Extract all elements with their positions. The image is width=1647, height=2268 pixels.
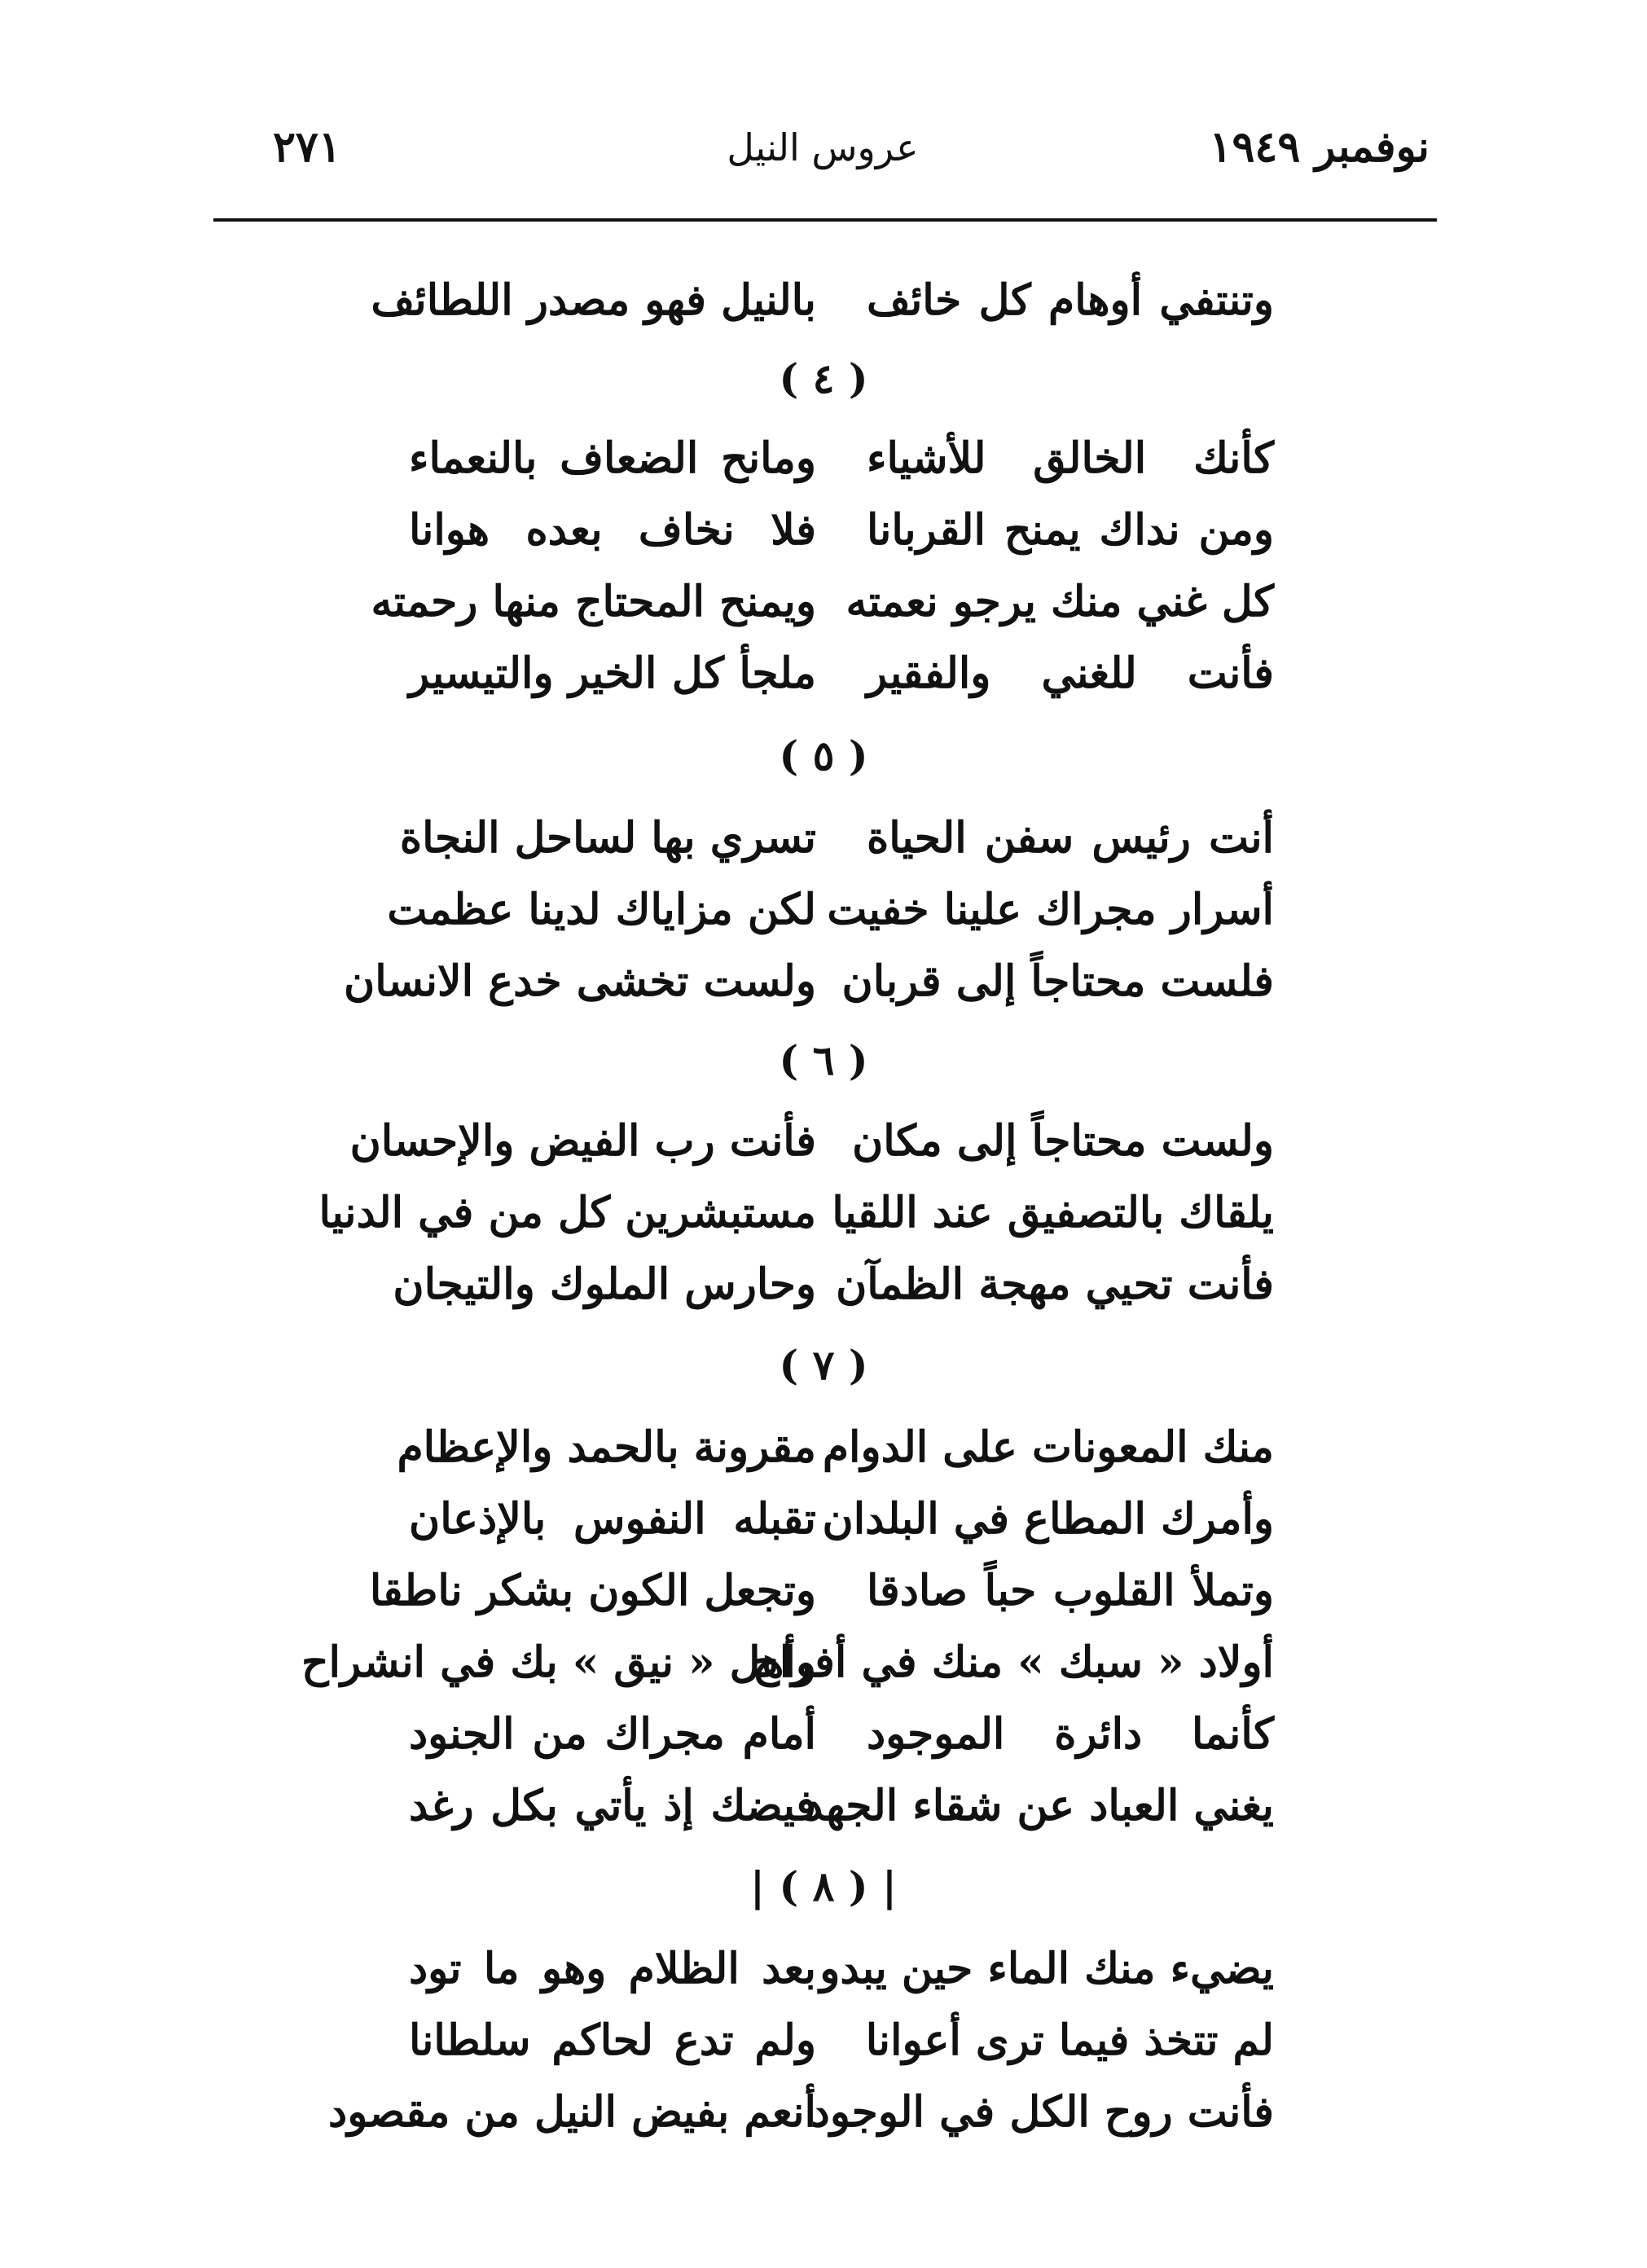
second-hemistich: ويمنح المحتاج منها رحمته: [371, 577, 816, 626]
first-hemistich: وتنتفي أوهام كل خائف: [867, 275, 1274, 325]
verse-line: [0, 1781, 1647, 1846]
first-hemistich: أسرار مجراك علينا خفيت: [827, 885, 1274, 934]
verse-line: [0, 1566, 1647, 1631]
first-hemistich: كأنك الخالق للأشياء: [867, 433, 1274, 483]
first-hemistich: أنت رئيس سفن الحياة: [867, 813, 1274, 863]
verse-line: [0, 1709, 1647, 1774]
verse-line: [0, 505, 1647, 570]
second-hemistich: لكن مزاياك لدينا عظمت: [387, 885, 816, 934]
verse-line: [0, 885, 1647, 950]
first-hemistich: فأنت روح الكل في الوجود: [810, 2087, 1274, 2137]
first-hemistich: فأنت تحيي مهجة الظمآن: [836, 1259, 1274, 1309]
header-title: عروس النيل: [727, 125, 919, 169]
header-rule: [213, 218, 1437, 222]
second-hemistich: تقبله النفوس بالإذعان: [409, 1494, 816, 1544]
verse-line: [0, 1116, 1647, 1181]
stanza-number: ( ٦ ): [779, 1036, 868, 1084]
stanza-number: ( ٤ ): [779, 354, 868, 402]
verse-line: [0, 813, 1647, 878]
verse-line: [0, 577, 1647, 642]
stanza-number: ( ٧ ): [779, 1341, 868, 1389]
verse-line: [0, 1944, 1647, 2009]
running-header: [216, 122, 1430, 187]
second-hemistich: مستبشرين كل من في الدنيا: [318, 1188, 816, 1237]
first-hemistich: وأمرك المطاع في البلدان: [822, 1494, 1274, 1544]
second-hemistich: فأنت رب الفيض والإحسان: [349, 1116, 816, 1166]
second-hemistich: بالنيل فهو مصدر اللطائف: [371, 275, 816, 325]
first-hemistich: كل غني منك يرجو نعمته: [845, 577, 1274, 626]
first-hemistich: يلقاك بالتصفيق عند اللقيا: [832, 1188, 1274, 1237]
second-hemistich: ملجأ كل الخير والتيسير: [409, 648, 816, 698]
verse-line: [0, 1494, 1647, 1559]
page-number: ٢٧١: [273, 122, 341, 172]
verse-line: [0, 956, 1647, 1022]
verse-line: [0, 275, 1647, 341]
verse-line: [0, 648, 1647, 714]
first-hemistich: فلست محتاجاً إلى قربان: [841, 956, 1274, 1006]
second-hemistich: أنعم بفيض النيل من مقصود: [328, 2087, 816, 2137]
second-hemistich: ولست تخشى خدع الانسان: [344, 956, 816, 1006]
first-hemistich: كأنما دائرة الموجود: [867, 1709, 1274, 1759]
second-hemistich: تسري بها لساحل النجاة: [399, 813, 816, 863]
second-hemistich: وتجعل الكون بشكر ناطقا: [369, 1566, 816, 1615]
stanza-number: ( ٥ ): [779, 732, 868, 780]
verse-line: [0, 1637, 1647, 1703]
second-hemistich: وأهل « نيق » بك في انشراح: [301, 1637, 816, 1687]
second-hemistich: ومانح الضعاف بالنعماء: [409, 433, 816, 483]
second-hemistich: مقرونة بالحمد والإعظام: [397, 1422, 816, 1472]
first-hemistich: وتملأ القلوب حباً صادقا: [867, 1566, 1274, 1615]
second-hemistich: بعد الظلام وهو ما تود: [409, 1944, 816, 1993]
first-hemistich: ولست محتاجاً إلى مكان: [852, 1116, 1274, 1166]
first-hemistich: ومن نداك يمنح القربانا: [867, 505, 1274, 555]
second-hemistich: فيضك إذ يأتي بكل رغد: [409, 1781, 816, 1831]
first-hemistich: لم تتخذ فيما ترى أعوانا: [865, 2015, 1274, 2065]
verse-line: [0, 1188, 1647, 1253]
first-hemistich: أولاد « سبك » منك في أفراح: [752, 1637, 1274, 1687]
verse-line: [0, 1422, 1647, 1488]
second-hemistich: ولم تدع لحاكم سلطانا: [409, 2015, 816, 2065]
first-hemistich: يغني العباد عن شقاء الجهد: [804, 1781, 1274, 1831]
first-hemistich: منك المعونات على الدوام: [822, 1422, 1274, 1472]
verse-line: [0, 1259, 1647, 1325]
first-hemistich: يضيء منك الماء حين يبدو: [819, 1944, 1274, 1993]
first-hemistich: فأنت للغني والفقير: [867, 648, 1274, 698]
stanza-number: | ( ٨ ) |: [749, 1862, 898, 1910]
verse-line: [0, 2087, 1647, 2152]
second-hemistich: فلا نخاف بعده هوانا: [409, 505, 816, 555]
header-date: نوفمبر ١٩٤٩: [1209, 122, 1430, 172]
verse-line: [0, 433, 1647, 499]
second-hemistich: أمام مجراك من الجنود: [409, 1709, 816, 1759]
second-hemistich: وحارس الملوك والتيجان: [393, 1259, 816, 1309]
verse-line: [0, 2015, 1647, 2081]
